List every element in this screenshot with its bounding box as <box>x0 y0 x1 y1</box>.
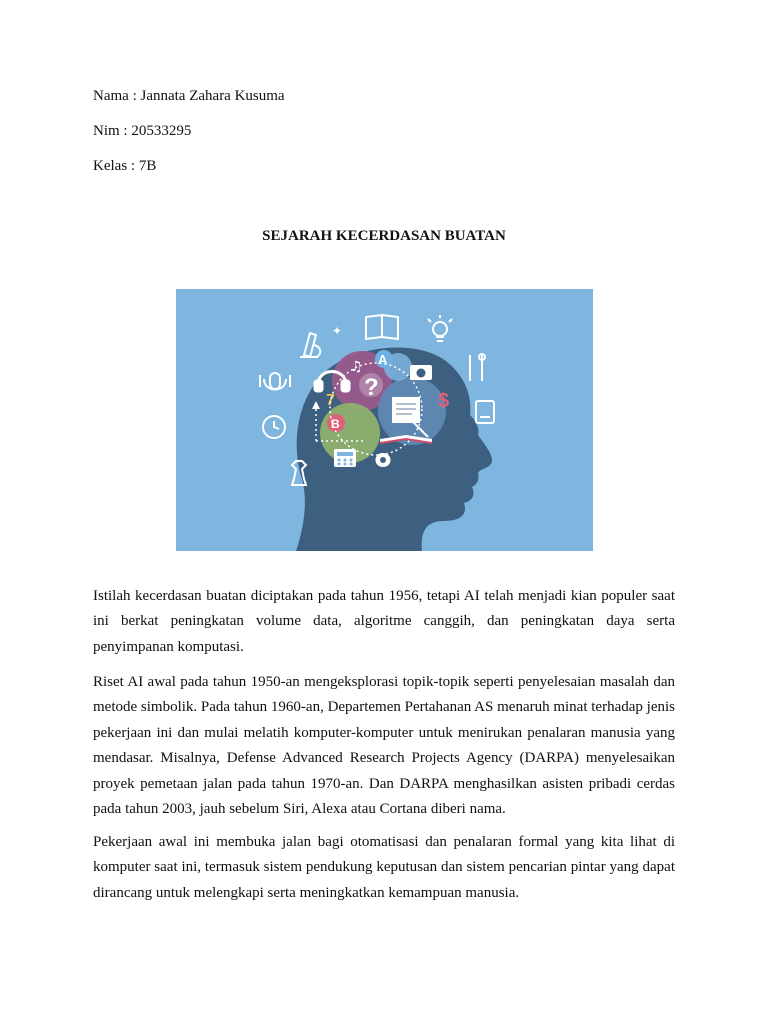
document-title: SEJARAH KECERDASAN BUATAN <box>262 228 506 244</box>
letter-a: A <box>378 352 388 367</box>
question-mark: ? <box>364 374 379 401</box>
book-icon <box>366 315 398 339</box>
lightbulb-icon <box>428 315 452 341</box>
student-class: Kelas : 7B <box>93 158 157 174</box>
ai-head-illustration <box>176 289 593 551</box>
paragraph-3: Pekerjaan awal ini membuka jalan bagi otomatisasi dan penalaran formal yang kita lihat di komputer saat ini, termasuk sistem pendukung keputusan dan sistem pencarian pintar yang dapat dirancang untuk melengkapi serta meningkatkan kemampuan manusia. <box>93 834 675 901</box>
student-id: Nim : 20533295 <box>93 123 192 139</box>
dollar-icon: $ <box>438 390 450 412</box>
camera-icon <box>410 365 432 380</box>
paragraph-1: Istilah kecerdasan buatan diciptakan pada tahun 1956, tetapi AI telah menjadi kian populer saat ini berkat peningkatan volume data, algoritme canggih, dan peningkatan daya serta penyimpanan komputasi. <box>93 588 675 655</box>
music-note-icon: ♫ <box>350 359 363 375</box>
calculator-icon <box>334 449 356 467</box>
clock-icon <box>263 416 285 438</box>
number-seven: 7 <box>326 392 335 409</box>
letter-b: B <box>331 417 340 431</box>
pencil-icon <box>470 353 485 381</box>
microscope-icon <box>300 333 320 357</box>
student-name: Nama : Jannata Zahara Kusuma <box>93 88 285 104</box>
tablet-icon <box>476 401 494 423</box>
microphone-icon <box>260 373 290 390</box>
sparkle-icon: ✦ <box>332 324 343 338</box>
paragraph-2: Riset AI awal pada tahun 1950-an mengeksplorasi topik-topik seperti penyelesaian masalah dan metode simbolik. Pada tahun 1960-an, Departemen Pertahanan AS menaruh minat terhadap jenis pekerjaan ini dan mulai melatih komputer-komputer untuk menirukan penalaran manusia yang mendasar. Misalnya, Defense Advanced Research Projects Agency (DARPA) menyelesaikan proyek pemetaan jalan pada tahun 1970-an. Dan DARPA menghasilkan asisten pribadi cerdas pada tahun 2003, jauh sebelum Siri, Alexa atau Cortana diberi nama. <box>93 674 675 818</box>
